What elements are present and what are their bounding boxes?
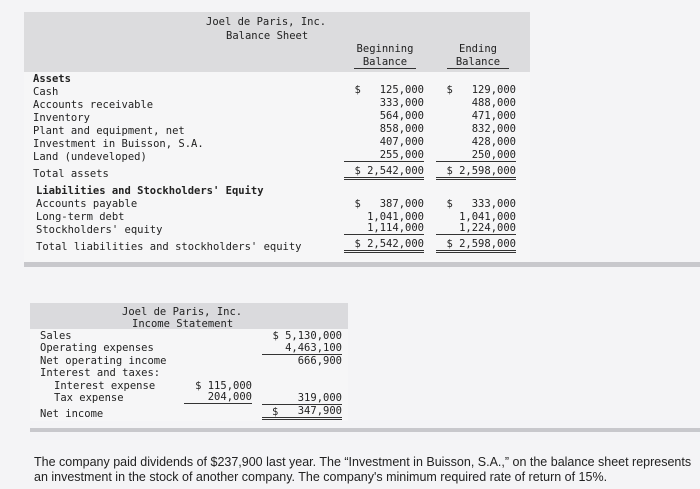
int-tax-total: 319,000 xyxy=(262,392,342,405)
total-assets-end: $ 2,598,000 xyxy=(436,165,516,180)
bs-company: Joel de Paris, Inc. xyxy=(206,16,327,28)
asset-end: 428,000 xyxy=(471,136,516,148)
liability-label: Stockholders' equity xyxy=(36,224,163,236)
opex-value: 4,463,100 xyxy=(262,342,342,355)
col-end-line2: Balance xyxy=(447,56,509,69)
total-assets-label: Total assets xyxy=(33,168,109,180)
sales-value: $ 5,130,000 xyxy=(272,330,342,342)
asset-begin: 858,000 xyxy=(379,123,424,135)
problem-note: The company paid dividends of $237,900 last year. The “Investment in Buisson, S.A.,” on the balance sheet represents an investment in the stock of another company. The company's minimum required rate of return of 15%. xyxy=(34,455,692,484)
asset-end: 832,000 xyxy=(471,123,516,135)
asset-begin: 255,000 xyxy=(344,149,424,162)
int-tax-heading: Interest and taxes: xyxy=(40,367,161,379)
asset-begin: $ 125,000 xyxy=(354,84,424,96)
asset-begin: 564,000 xyxy=(379,110,424,122)
net-income-label: Net income xyxy=(40,408,104,420)
is-title: Income Statement xyxy=(132,318,234,330)
opex-label: Operating expenses xyxy=(40,342,154,354)
asset-label: Plant and equipment, net xyxy=(33,125,185,137)
col-begin-line2: Balance xyxy=(354,56,416,69)
net-income-value: 347,900 xyxy=(262,405,342,420)
asset-end: 488,000 xyxy=(471,97,516,109)
liability-end: 1,041,000 xyxy=(459,211,516,223)
interest-label: Interest expense xyxy=(54,380,156,392)
asset-label: Accounts receivable xyxy=(33,99,154,111)
tax-label: Tax expense xyxy=(54,392,124,404)
liability-end: 1,224,000 xyxy=(436,222,516,235)
asset-label: Investment in Buisson, S.A. xyxy=(33,138,204,150)
liability-label: Long-term debt xyxy=(36,211,125,223)
asset-begin: 407,000 xyxy=(379,136,424,148)
interest-value: $ 115,000 xyxy=(195,380,252,392)
total-liab-label: Total liabilities and stockholders' equity xyxy=(36,241,302,253)
tax-value: 204,000 xyxy=(184,391,252,404)
total-liab-end: $ 2,598,000 xyxy=(436,238,516,253)
liability-label: Accounts payable xyxy=(36,198,138,210)
asset-end: 250,000 xyxy=(436,149,516,162)
col-end-line1: Ending xyxy=(459,43,497,55)
noi-label: Net operating income xyxy=(40,355,167,367)
liability-end: $ 333,000 xyxy=(446,198,516,210)
total-assets-begin: $ 2,542,000 xyxy=(344,165,424,180)
asset-label: Land (undeveloped) xyxy=(33,151,147,163)
total-liab-begin: $ 2,542,000 xyxy=(344,238,424,253)
asset-label: Cash xyxy=(33,86,59,98)
asset-end: 471,000 xyxy=(471,110,516,122)
section-divider xyxy=(30,428,700,432)
asset-end: $ 129,000 xyxy=(446,84,516,96)
liability-begin: $ 387,000 xyxy=(354,198,424,210)
section-divider xyxy=(24,262,700,267)
assets-heading: Assets xyxy=(33,73,71,85)
is-company: Joel de Paris, Inc. xyxy=(122,306,243,318)
noi-value: 666,900 xyxy=(297,355,342,367)
col-begin-line1: Beginning xyxy=(356,43,414,55)
bs-title: Balance Sheet xyxy=(226,30,309,42)
sales-label: Sales xyxy=(40,330,72,342)
net-income-dollar: $ xyxy=(272,406,279,418)
asset-begin: 333,000 xyxy=(379,97,424,109)
liability-begin: 1,041,000 xyxy=(367,211,424,223)
asset-label: Inventory xyxy=(33,112,90,124)
liabilities-heading: Liabilities and Stockholders' Equity xyxy=(36,185,264,197)
liability-begin: 1,114,000 xyxy=(344,222,424,235)
